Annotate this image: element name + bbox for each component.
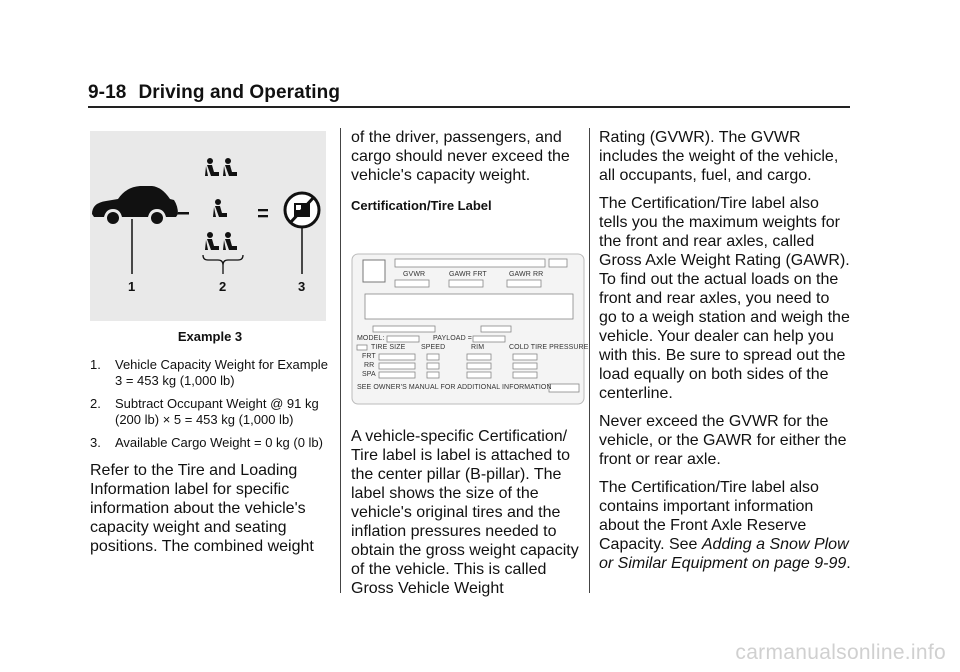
tl-speed: SPEED	[421, 344, 446, 351]
tl-payload: PAYLOAD =	[433, 335, 472, 342]
col2-paragraph-2: A vehicle-specific Certification/ Tire label is label is attached to the center pillar (B-pillar). The label shows the size of the vehicle's original tires and the inflation pressures needed to obtain the gross weight capacity of the vehicle. This is called Gross Vehicle Weight	[351, 428, 579, 597]
col3-paragraph-4-text: The Certification/Tire label also contains important information about the Front Axle Reserve Capacity. See	[599, 479, 819, 553]
column-1	[90, 128, 330, 556]
header-title	[88, 82, 850, 104]
tl-gawr-rr: GAWR RR	[509, 271, 544, 278]
occupant-brace	[203, 255, 243, 265]
column-divider-1	[340, 128, 341, 593]
col2-paragraph-1: of the driver, passengers, and cargo should never exceed the vehicle's capacity weight.	[351, 129, 570, 184]
tl-model: MODEL:	[357, 335, 385, 342]
equals-sign-bottom	[258, 215, 268, 217]
minus-sign	[178, 212, 189, 215]
col3-paragraph-4	[599, 478, 851, 573]
col3-paragraph-1: Rating (GVWR). The GVWR includes the weight of the vehicle, all occupants, fuel, and cargo.	[599, 129, 839, 184]
callout-3: 3	[298, 279, 306, 294]
watermark: carmanualsonline.info	[735, 641, 946, 664]
list-item	[90, 435, 330, 451]
list-item	[90, 357, 330, 389]
list-item-text: Vehicle Capacity Weight for Example 3 = 453 kg (1,000 lb)	[115, 357, 328, 388]
tl-footer: SEE OWNER'S MANUAL FOR ADDITIONAL INFORMATION	[357, 384, 552, 391]
tl-rr: RR	[364, 362, 375, 369]
tl-frt: FRT	[362, 353, 376, 360]
col3-paragraph-3: Never exceed the GVWR for the vehicle, or the GAWR for either the front or rear axle.	[599, 413, 847, 468]
tire-label-heading: Certification/Tire Label	[351, 198, 492, 213]
list-item-text: Subtract Occupant Weight @ 91 kg (200 lb) × 5 = 453 kg (1,000 lb)	[115, 396, 319, 427]
example-list	[90, 357, 330, 451]
equals-sign-top	[258, 209, 268, 211]
list-item-number: 2.	[90, 396, 101, 411]
page-header	[88, 82, 850, 104]
list-item-text: Available Cargo Weight = 0 kg (0 lb)	[115, 435, 323, 450]
example-3-figure	[90, 131, 326, 321]
column-3	[599, 128, 851, 573]
car-icon	[92, 186, 178, 224]
column-2	[351, 128, 589, 598]
tl-gvwr: GVWR	[403, 271, 426, 278]
certification-tire-label-figure	[351, 253, 589, 405]
tl-tire-size: TIRE SIZE	[371, 344, 406, 351]
cross-reference-link[interactable]: Adding a Snow Plow or Similar Equipment on page 9-99	[599, 536, 849, 572]
occupant-icons	[205, 158, 237, 250]
tl-spa: SPA	[362, 371, 376, 378]
figure-caption: Example 3	[177, 329, 243, 344]
no-cargo-icon	[285, 193, 319, 227]
header-rule	[88, 106, 850, 108]
list-item-number: 3.	[90, 435, 101, 450]
capacity-illustration	[90, 131, 326, 321]
tl-gawr-frt: GAWR FRT	[449, 271, 487, 278]
list-item	[90, 396, 330, 428]
section-title: Driving and Operating	[138, 82, 341, 103]
tl-cold-pressure: COLD TIRE PRESSURE	[509, 344, 589, 351]
column-divider-2	[589, 128, 590, 593]
tl-rim: RIM	[471, 344, 485, 351]
col3-paragraph-2: The Certification/Tire label also tells you the maximum weights for the front and rear axles, called Gross Axle Weight Rating (GAWR). To find out the actual loads on the front and rear axles, you need to go to a weigh station and weigh the vehicle. Your dealer can help you with this. Be sure to spread out the load equally on both sides of the centerline.	[599, 195, 850, 402]
page-number: 9-18	[88, 82, 127, 103]
list-item-number: 1.	[90, 357, 101, 372]
callout-2: 2	[219, 279, 227, 294]
col1-paragraph: Refer to the Tire and Loading Information label for specific information about the vehicle's capacity weight and seating positions. The combined weight	[90, 462, 314, 555]
callout-1: 1	[128, 279, 136, 294]
col3-paragraph-4-end: .	[846, 555, 851, 572]
